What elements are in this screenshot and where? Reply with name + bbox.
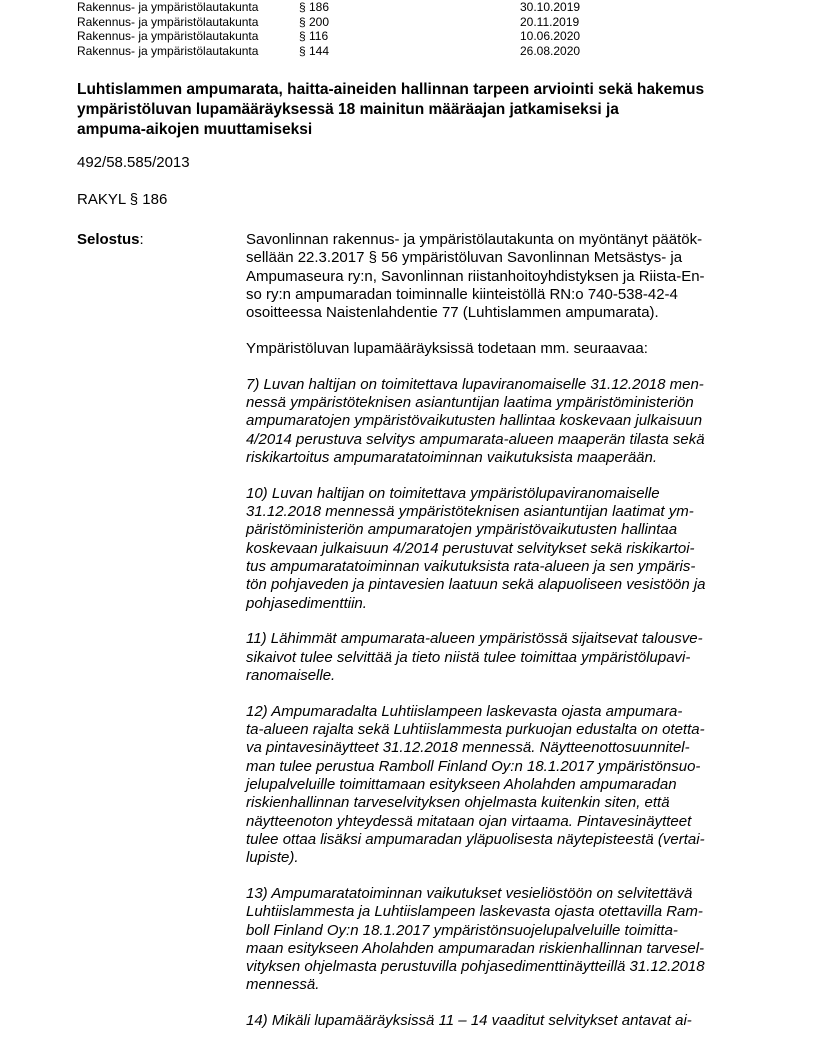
paragraph	[246, 376, 744, 467]
paragraph-line: 12) Ampumaradalta Luhtiislampeen laskevasta ojasta ampumara-	[246, 702, 683, 720]
paragraph-line: maan esitykseen Aholahden ampumaradan riskienhallinnan tarvesel-	[246, 939, 705, 957]
paragraph-line: näytteenoton yhteydessä mitataan ojan virtaama. Pintavesinäytteet	[246, 812, 692, 830]
paragraph-line: so ry:n ampumaradan toiminnalle kiinteistöllä RN:o 740-538-42-4	[246, 285, 678, 303]
title-line: ampuma-aikojen muuttamiseksi	[77, 121, 313, 138]
paragraph-line: Luhtiislammesta ja Luhtiislampeen laskevasta ojasta otettavilla Ram-	[246, 903, 703, 921]
paragraph-line: 10) Luvan haltijan on toimitettava ympäristölupaviranomaiselle	[246, 484, 660, 502]
diary-number: 492/58.585/2013	[77, 154, 190, 171]
paragraph-line: tön pohjaveden ja pintavesien laatuun sekä alapuoliseen vesistöön ja	[246, 576, 706, 594]
paragraph	[246, 485, 744, 613]
paragraph	[246, 630, 744, 685]
paragraph-line: Savonlinnan rakennus- ja ympäristölautakunta on myöntänyt päätök-	[246, 231, 703, 248]
selostus-label-text: Selostus	[77, 231, 140, 248]
title-line: Luhtislammen ampumarata, haitta-aineiden hallinnan tarpeen arviointi sekä hakemus	[77, 81, 705, 98]
history-body: Rakennus- ja ympäristölautakunta	[77, 29, 259, 43]
paragraph-line: ta-alueen rajalta sekä Luhtiislammesta purkuojan edustalta on otetta-	[246, 721, 705, 739]
paragraph-line: sikaivot tulee selvittää ja tieto niistä tulee toimittaa ympäristölupavi-	[246, 648, 691, 666]
history-date: 10.06.2020	[520, 29, 581, 43]
paragraph-line: va pintavesinäytteet 31.12.2018 mennessä. Näytteenottosuunnitel-	[246, 739, 690, 757]
history-section: § 144	[299, 43, 330, 58]
paragraph-line: Ympäristöluvan lupamääräyksissä todetaan mm. seuraavaa:	[246, 339, 648, 357]
paragraph-line: 11) Lähimmät ampumarata-alueen ympäristössä sijaitsevat talousve-	[246, 630, 703, 648]
paragraph	[246, 885, 744, 995]
paragraph	[246, 340, 744, 358]
paragraph-line: ranomaiselle.	[246, 666, 336, 684]
history-body: Rakennus- ja ympäristölautakunta	[77, 14, 259, 29]
history-date: 30.10.2019	[520, 0, 581, 14]
paragraph-line: 13) Ampumaratatoiminnan vaikutukset vesieliöstöön on selvitettävä	[246, 884, 693, 902]
selostus-colon: :	[139, 231, 144, 248]
paragraph-line: lupiste).	[246, 849, 299, 867]
paragraph-line: 31.12.2018 mennessä ympäristöteknisen asiantuntijan laatimat ym-	[246, 503, 694, 521]
paragraph-line: Ampumaseura ry:n, Savonlinnan riistanhoitoyhdistyksen ja Riista-En-	[246, 267, 705, 285]
paragraph-line: ampumaratojen ympäristövaikutusten hallintaa koskevaan julkaisuun	[246, 412, 703, 430]
history-section: § 186	[299, 0, 330, 14]
paragraph-line: 4/2014 perustuva selvitys ampumarata-alueen maaperän tilasta sekä	[246, 430, 705, 448]
paragraph-line: koskevaan julkaisuun 4/2014 perustuvat selvitykset sekä riskikartoi-	[246, 539, 695, 557]
document-title	[77, 80, 747, 140]
paragraph-line: vityksen ohjelmasta perustuvilla pohjasedimenttinäytteillä 31.12.2018	[246, 958, 705, 976]
paragraph	[246, 1012, 744, 1030]
section-reference: RAKYL § 186	[77, 191, 168, 208]
history-body: Rakennus- ja ympäristölautakunta	[77, 43, 259, 58]
paragraph	[246, 703, 744, 868]
paragraph-line: tus ampumaratatoiminnan vaikutuksista rata-alueen ja sen ympäris-	[246, 557, 696, 575]
history-section: § 116	[299, 29, 329, 43]
history-date: 26.08.2020	[520, 43, 581, 58]
selostus-body	[246, 231, 744, 1048]
paragraph-line: man tulee perustua Ramboll Finland Oy:n 18.1.2017 ympäristönsuo-	[246, 757, 701, 775]
paragraph-line: boll Finland Oy:n 18.1.2017 ympäristönsuojelupalveluille toimitta-	[246, 921, 678, 939]
paragraph-line: päristöministeriön ampumaratojen ympäristövaikutusten hallintaa	[246, 521, 678, 539]
paragraph-line: nessä ympäristöteknisen asiantuntijan laatima ympäristöministeriön	[246, 394, 694, 412]
paragraph-line: jelupalveluille toimittamaan esitykseen Aholahden ampumaradan	[246, 775, 677, 793]
title-line: ympäristöluvan lupamääräyksessä 18 mainitun määräajan jatkamiseksi ja	[77, 101, 619, 118]
history-body: Rakennus- ja ympäristölautakunta	[77, 0, 259, 14]
history-section: § 200	[299, 14, 330, 29]
paragraph-line: sellään 22.3.2017 § 56 ympäristöluvan Savonlinnan Metsästys- ja	[246, 249, 683, 267]
history-date: 20.11.2019	[520, 14, 580, 29]
paragraph-line: mennessä.	[246, 976, 320, 994]
paragraph-line: 7) Luvan haltijan on toimitettava lupaviranomaiselle 31.12.2018 men-	[246, 375, 704, 393]
paragraph-line: 14) Mikäli lupamääräyksissä 11 – 14 vaaditut selvitykset antavat ai-	[246, 1012, 692, 1030]
paragraph-line: osoitteessa Naistenlahdentie 77 (Luhtislammen ampumarata).	[246, 304, 659, 322]
paragraph-line: riskienhallinnan tarveselvityksen ohjelmasta kuitenkin siten, että	[246, 794, 670, 812]
paragraph-line: riskikartoitus ampumaratatoiminnan vaikutuksista maaperään.	[246, 448, 658, 466]
paragraph-line: tulee ottaa lisäksi ampumaradan yläpuolisesta näytepisteestä (vertai-	[246, 830, 705, 848]
paragraph	[246, 231, 744, 322]
selostus-label	[77, 231, 144, 249]
paragraph-line: pohjasedimenttiin.	[246, 594, 367, 612]
